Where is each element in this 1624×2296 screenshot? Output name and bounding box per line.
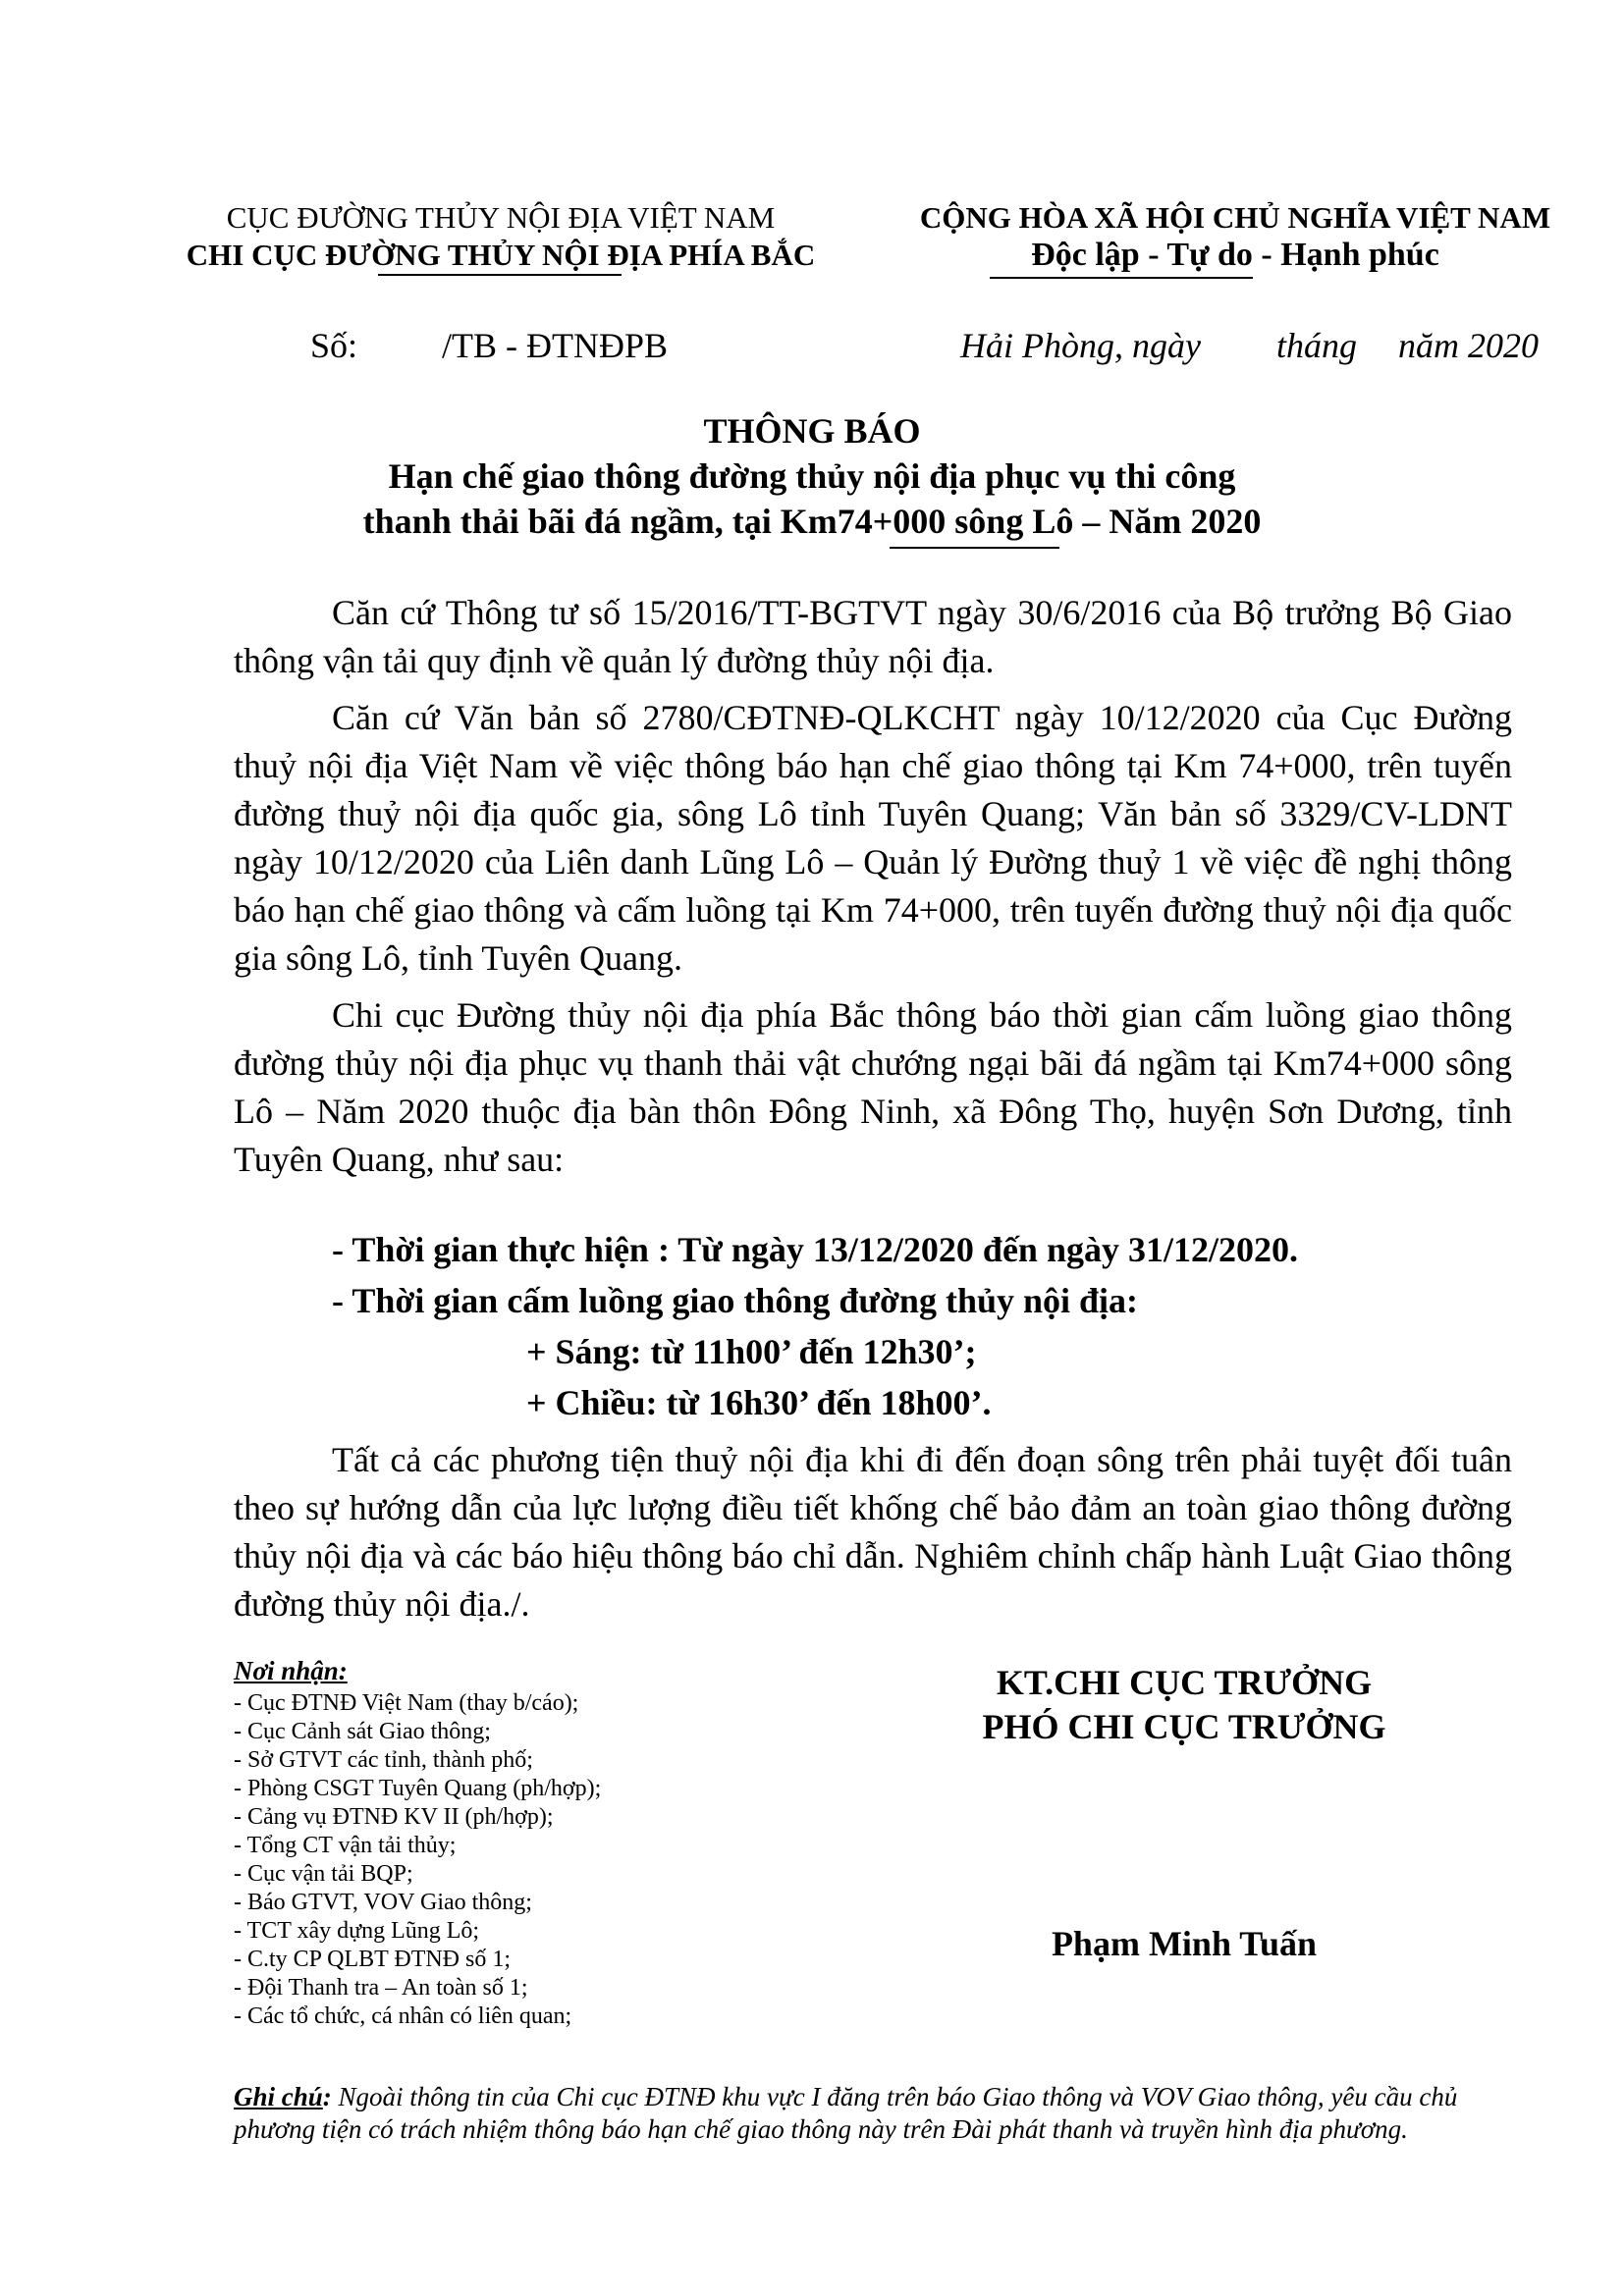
recipient-item: - Các tổ chức, cá nhân có liên quan; xyxy=(234,2003,572,2029)
header-right-underline xyxy=(990,277,1253,279)
recipient-item: - Báo GTVT, VOV Giao thông; xyxy=(234,1890,532,1915)
sub-agency-name: CHI CỤC ĐƯỜNG THỦY NỘI ĐỊA PHÍA BẮC xyxy=(186,238,816,272)
paragraph-legal-basis-1: Căn cứ Thông tư số 15/2016/TT-BGTVT ngày 30/6/2016 của Bộ trưởng Bộ Giao thông vận tải quy định về quản lý đường thủy nội địa. xyxy=(234,593,1512,680)
recipient-item: - Cảng vụ ĐTNĐ KV II (ph/hợp); xyxy=(234,1804,554,1830)
recipient-item: - C.ty CP QLBT ĐTNĐ số 1; xyxy=(234,1947,512,1972)
recipient-item: - Tổng CT vận tải thủy; xyxy=(234,1833,457,1858)
country-name: CỘNG HÒA XÃ HỘI CHỦ NGHĨA VIỆT NAM xyxy=(919,200,1551,235)
signature-title-1: KT.CHI CỤC TRƯỞNG xyxy=(996,1663,1373,1702)
recipient-item: - Đội Thanh tra – An toàn số 1; xyxy=(234,1975,528,2001)
recipient-item: - Sở GTVT các tỉnh, thành phố; xyxy=(234,1747,533,1773)
ban-time-afternoon: + Chiều: từ 16h30’ đến 18h00’. xyxy=(526,1383,992,1422)
recipients-label: Nơi nhận: xyxy=(234,1656,348,1685)
ban-time-heading: - Thời gian cấm luồng giao thông đường thủy nội địa: xyxy=(332,1281,1139,1320)
paragraph-legal-basis-2: Căn cứ Văn bản số 2780/CĐTNĐ-QLKCHT ngày 10/12/2020 của Cục Đường thuỷ nội địa Việt Nam về việc thông báo hạn chế giao thông tại Km 74+000, trên tuyến đường thuỷ nội địa quốc gia, sông Lô tỉnh Tuyên Quang; Văn bản số 3329/CV-LDNT ngày 10/12/2020 của Liên danh Lũng Lô – Quản lý Đường thuỷ 1 về việc đề nghị thông báo hạn chế giao thông và cấm luồng tại Km 74+000, trên tuyến đường thuỷ nội địa quốc gia sông Lô, tỉnh Tuyên Quang. xyxy=(234,698,1512,978)
footnote-text: Ngoài thông tin của Chi cục ĐTNĐ khu vực I đăng trên báo Giao thông và VOV Giao thông, yêu cầu chủ phương tiện có trách nhiệm thông báo hạn chế giao thông này trên Đài phát thanh và truyền hình địa phương. xyxy=(234,2082,1458,2144)
signature-title-2: PHÓ CHI CỤC TRƯỞNG xyxy=(982,1707,1386,1746)
document-body-closing xyxy=(234,1436,1512,1637)
recipients-block xyxy=(234,1657,601,2031)
footnote-colon: : xyxy=(322,2082,332,2111)
document-number-label: Số: xyxy=(310,326,358,365)
paragraph-compliance: Tất cả các phương tiện thuỷ nội địa khi đi đến đoạn sông trên phải tuyệt đối tuân theo sự hướng dẫn của lực lượng điều tiết khống chế bảo đảm an toàn giao thông đường thủy nội địa và các báo hiệu thông báo chỉ dẫn. Nghiêm chỉnh chấp hành Luật Giao thông đường thủy nội địa./. xyxy=(234,1440,1512,1624)
signer-name: Phạm Minh Tuấn xyxy=(1051,1924,1318,1963)
date-year: năm 2020 xyxy=(1398,326,1539,365)
footnote xyxy=(234,2081,1512,2146)
national-motto: Độc lập - Tự do - Hạnh phúc xyxy=(1031,237,1439,273)
document-number-code: /TB - ĐTNĐPB xyxy=(442,326,669,365)
title-underline xyxy=(890,547,1059,549)
date-month: tháng xyxy=(1276,326,1358,365)
paragraph-announcement: Chi cục Đường thủy nội địa phía Bắc thông báo thời gian cấm luồng giao thông đường thủy nội địa phục vụ thanh thải vật chướng ngại bãi đá ngầm tại Km74+000 sông Lô – Năm 2020 thuộc địa bàn thôn Đông Ninh, xã Đông Thọ, huyện Sơn Dương, tỉnh Tuyên Quang, như sau: xyxy=(234,995,1512,1179)
place-date: Hải Phòng, ngày xyxy=(960,326,1201,365)
document-subject-line1: Hạn chế giao thông đường thủy nội địa phục vụ thi công xyxy=(388,456,1236,496)
agency-name: CỤC ĐƯỜNG THỦY NỘI ĐỊA VIỆT NAM xyxy=(226,200,776,235)
document-heading: THÔNG BÁO xyxy=(703,411,921,451)
recipients-list xyxy=(234,1689,601,2031)
footnote-label: Ghi chú xyxy=(234,2082,323,2111)
recipient-item: - Cục vận tải BQP; xyxy=(234,1861,413,1887)
recipient-item: - Cục Cảnh sát Giao thông; xyxy=(234,1719,491,1744)
recipient-item: - Cục ĐTNĐ Việt Nam (thay b/cáo); xyxy=(234,1690,579,1716)
recipient-item: - Phòng CSGT Tuyên Quang (ph/hợp); xyxy=(234,1776,602,1801)
document-body xyxy=(234,589,1512,1193)
header-left-underline xyxy=(378,274,622,276)
recipient-item: - TCT xây dựng Lũng Lô; xyxy=(234,1918,480,1944)
document-subject-line2: thanh thải bãi đá ngầm, tại Km74+000 sông Lô – Năm 2020 xyxy=(362,502,1262,541)
ban-time-morning: + Sáng: từ 11h00’ đến 12h30’; xyxy=(526,1332,977,1371)
execution-time: - Thời gian thực hiện : Từ ngày 13/12/2020 đến ngày 31/12/2020. xyxy=(332,1230,1298,1269)
